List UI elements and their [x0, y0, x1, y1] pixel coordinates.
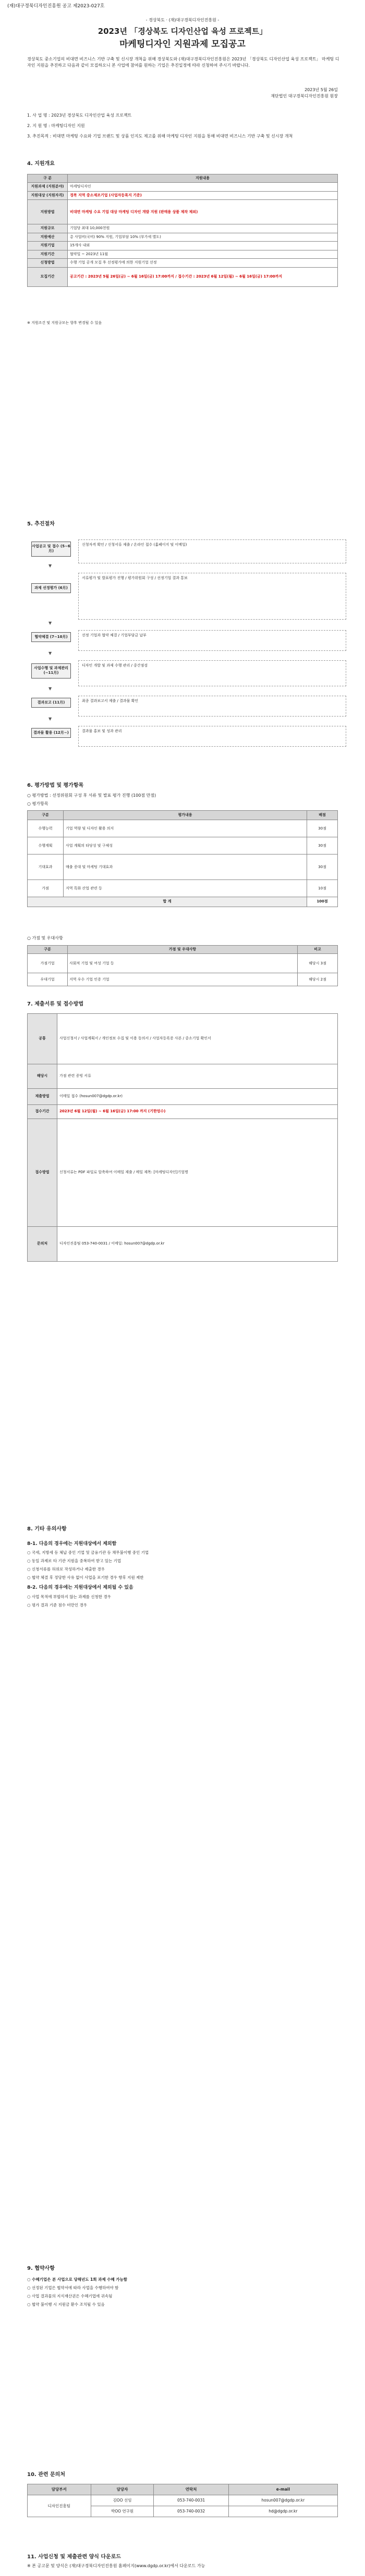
submission-label: 문의처 — [28, 1227, 57, 1262]
contact-header: 담당부서 — [28, 2484, 91, 2495]
table-row — [28, 1105, 338, 1119]
process-desc: 선정 기업과 협약 체결 / 기업부담금 납부 — [78, 630, 346, 651]
eval-cell: 기업 역량 및 디자인 활용 의지 — [64, 820, 307, 837]
eval-cell: 지역 특화 산업 관련 등 — [64, 880, 307, 897]
overview-label: 모집기간 — [28, 267, 68, 286]
overview-value: 비대면 마케팅 수요 기업 대상 마케팅 디자인 개발 지원 (판매용 상품 제작 제외) — [68, 200, 338, 224]
contact-cell: 김OO 선임 — [91, 2495, 154, 2506]
table-row — [28, 973, 338, 986]
overview-label: 지원기업 — [28, 242, 68, 250]
agreement-line: ○ 사업 결과물의 지식재산권은 수혜기업에 귀속됨 — [27, 2294, 113, 2298]
eval-total-label: 합 계 — [28, 897, 307, 907]
contact-email[interactable]: hd@dgdp.or.kr — [228, 2506, 337, 2517]
overview-value: 공고기간 : 2023년 5월 26일(금) ~ 6월 16일(금) 17:00까지 / 접수기간 : 2023년 6월 12일(월) ~ 6월 16일(금) 17:00까지 — [68, 267, 338, 286]
evaluation-items-label: ○ 평가항목 — [27, 801, 48, 806]
table-row — [28, 820, 338, 837]
process-desc: 디자인 개발 및 과제 수행 관리 / 중간점검 — [78, 660, 346, 686]
bonus-header: 구분 — [28, 946, 68, 954]
submission-label: 해당시 — [28, 1064, 57, 1089]
section-7-title: 7. 제출서류 및 접수방법 — [27, 1001, 84, 1007]
overview-value: 총 사업비(국비) 90% 지원, 기업부담 10% (부가세 별도) — [68, 233, 338, 241]
process-step: 결과보고 (11月) — [31, 698, 71, 708]
section-10-title: 10. 관련 문의처 — [27, 2472, 65, 2478]
bonus-cell: 사회적 기업 및 여성 기업 등 — [68, 954, 298, 973]
overview-table — [27, 174, 338, 287]
evaluation-table — [27, 810, 338, 907]
table-row — [28, 897, 338, 907]
bonus-cell: 지역 우수 기업 인증 기업 — [68, 973, 298, 986]
agreement-block — [27, 2277, 338, 2310]
announce-date: 2023년 5월 26일 — [305, 87, 338, 92]
eval-cell: 사업 계획의 타당성 및 구체성 — [64, 837, 307, 855]
download-note: ※ 본 공고문 및 양식은 (재)대구경북디자인진흥원 홈페이지(www.dgdp.or.kr)에서 다운로드 가능 — [27, 2564, 205, 2568]
contact-header: 담당자 — [91, 2484, 154, 2495]
evaluation-method: ○ 평가방법 : 선정위원회 구성 후 서류 및 발표 평가 진행 (100점 만점) — [27, 793, 156, 798]
submission-table — [27, 1013, 338, 1262]
contact-table — [27, 2484, 338, 2517]
bonus-header: 비고 — [298, 946, 338, 954]
section-8-title: 8. 기타 유의사항 — [27, 1526, 67, 1532]
notes-line: ○ 동일 과제로 타 기관 지원을 중복하여 받고 있는 기업 — [27, 1559, 121, 1564]
overview-note: ※ 지원조건 및 지원규모는 향후 변경될 수 있음 — [27, 321, 102, 325]
overview-value: 협약일 ~ 2023년 11월 — [68, 250, 338, 258]
section-2: 2. 지 원 명 : 마케팅디자인 지원 — [27, 123, 85, 128]
notes-line: ○ 협약 체결 후 정당한 사유 없이 사업을 포기한 경우 향후 지원 제한 — [27, 1575, 144, 1580]
contact-cell: 053-740-0032 — [154, 2506, 228, 2517]
eval-cell: 매출 증대 및 마케팅 기대효과 — [64, 855, 307, 880]
notes-block — [27, 1537, 338, 1611]
process-step: 결과물 활용 (12月~) — [31, 728, 71, 738]
overview-value: 경북 지역 중소제조기업 (사업자등록지 기준) — [68, 191, 338, 199]
contact-cell: 박OO 연구원 — [91, 2506, 154, 2517]
notes-line: ○ 평가 결과 기준 점수 미만인 경우 — [27, 1602, 88, 1607]
table-row — [28, 954, 338, 973]
bonus-title: ○ 가점 및 우대사항 — [27, 936, 63, 940]
bonus-table — [27, 945, 338, 986]
process-desc: 최종 결과보고서 제출 / 결과물 확인 — [78, 696, 346, 717]
process-step: 과제 선정평가 (6月) — [31, 583, 71, 593]
notes-line: ○ 국세, 지방세 등 체납 중인 기업 및 금융기관 등 채무불이행 중인 기업 — [27, 1550, 149, 1555]
table-row — [28, 1064, 338, 1089]
announcement-number: (재)대구경북디자인진흥원 공고 제2023-027호 — [7, 4, 105, 9]
bonus-cell: 가점기업 — [28, 954, 68, 973]
submission-value: 신청서류는 PDF 파일로 압축하여 이메일 제출 / 메일 제목: [마케팅디자인]기업명 — [57, 1119, 338, 1227]
overview-row — [28, 191, 338, 199]
process-step: 협약체결 (7~10月) — [31, 632, 71, 642]
overview-label: 지원대상 (지원자격) — [28, 191, 68, 199]
eval-header: 배점 — [307, 811, 338, 820]
overview-value: 15개사 내외 — [68, 242, 338, 250]
submission-label: 공통 — [28, 1014, 57, 1064]
contact-header: e-mail — [228, 2484, 337, 2495]
notes-line: 8-2. 다음의 경우에는 지원대상에서 제외될 수 있음 — [27, 1585, 133, 1591]
agreement-line: ○ 협약 불이행 시 지원금 환수 조치될 수 있음 — [27, 2302, 105, 2307]
overview-label: 지원규모 — [28, 224, 68, 233]
section-4-title: 4. 지원개요 — [27, 161, 55, 167]
submission-value: 이메일 접수 (hosun007@dgdp.or.kr) — [57, 1089, 338, 1105]
overview-row — [28, 259, 338, 267]
overview-row — [28, 242, 338, 250]
table-row — [28, 1014, 338, 1064]
notes-line: ○ 사업 목적에 부합하지 않는 과제를 신청한 경우 — [27, 1594, 111, 1599]
overview-row — [28, 250, 338, 258]
table-row — [28, 1119, 338, 1227]
down-arrow-icon: ▼ — [48, 717, 52, 721]
contact-cell: 053-740-0031 — [154, 2495, 228, 2506]
table-row — [28, 880, 338, 897]
process-desc: 결과물 홍보 및 성과 관리 — [78, 726, 346, 747]
section-6-title: 6. 평가방법 및 평가항목 — [27, 783, 84, 788]
section-9-title: 9. 협약사항 — [27, 2266, 55, 2271]
contact-header: 연락처 — [154, 2484, 228, 2495]
eval-header: 구분 — [28, 811, 64, 820]
bonus-header: 가점 및 우대사항 — [68, 946, 298, 954]
overview-label: 지원기간 — [28, 250, 68, 258]
eval-cell: 기대효과 — [28, 855, 64, 880]
overview-head-right: 지원내용 — [68, 174, 338, 183]
section-3: 3. 추진목적 : 비대면 마케팅 수요와 기업 브랜드 및 상품 인지도 제고를 위해 마케팅 디자인 지원을 통해 비대면 비즈니스 기반 구축 및 신시장 개척 — [27, 134, 293, 139]
table-row — [28, 2495, 338, 2506]
submission-value: 디자인진흥팀 053-740-0031 / 이메일: hosun007@dgdp.or.kr — [57, 1227, 338, 1262]
overview-row — [28, 233, 338, 241]
submission-label: 접수방법 — [28, 1119, 57, 1227]
announcer-org: 재단법인 대구경북디자인진흥원 원장 — [271, 94, 338, 98]
overview-value: 마케팅디자인 — [68, 183, 338, 191]
section-1: 1. 사 업 명 : 2023년 경상북도 디자인산업 육성 프로젝트 — [27, 113, 132, 118]
title-line-2: 마케팅디자인 지원과제 모집공고 — [119, 39, 246, 49]
section-5-title: 5. 추진절차 — [27, 521, 55, 527]
overview-label: 신청방법 — [28, 259, 68, 267]
notes-line: 8-1. 다음의 경우에는 지원대상에서 제외함 — [27, 1541, 117, 1547]
eval-header: 평가내용 — [64, 811, 307, 820]
overview-row — [28, 267, 338, 286]
eval-cell: 30점 — [307, 855, 338, 880]
section-11-title: 11. 사업신청 및 제출관련 양식 다운로드 — [27, 2554, 121, 2560]
overview-row — [28, 183, 338, 191]
overview-row — [28, 200, 338, 224]
contact-email[interactable]: hosun007@dgdp.or.kr — [228, 2495, 337, 2506]
down-arrow-icon: ▼ — [48, 686, 52, 691]
process-desc: 서류평가 및 발표평가 진행 / 평가위원회 구성 / 선정기업 결과 통보 — [78, 573, 346, 620]
bonus-cell: 우대기업 — [28, 973, 68, 986]
agreement-line: ○ 수혜기업은 본 사업으로 당해년도 1회 과제 수혜 가능함 — [27, 2277, 128, 2282]
overview-row — [28, 224, 338, 233]
submission-value: 가점 관련 증빙 서류 — [57, 1064, 338, 1089]
eval-cell: 수행능력 — [28, 820, 64, 837]
process-step: 사업수행 및 과제관리 (~11月) — [31, 663, 71, 678]
process-step: 사업공고 및 접수 (5~6月) — [31, 542, 71, 557]
title-line-1: 2023년 「경상북도 디자인산업 육성 프로젝트」 — [98, 27, 267, 36]
overview-value: 수행 기업 공개 모집 후 선정평가에 의한 지원기업 선정 — [68, 259, 338, 267]
down-arrow-icon: ▼ — [48, 563, 52, 568]
intro-paragraph: 경상북도 중소기업의 비대면 비즈니스 기반 구축 및 신시장 개척을 위해 경상북도와 (재)대구경북디자인진흥원은 2023년 「경상북도 디자인산업 육성 프로젝트」 마케팅 디자인 지원을 추진하고 다음과 같이 모집하오니 본 사업에 참여를 원하는 기업은 추진일정에 따라 신청하여 주시기 바랍니다. — [27, 57, 339, 68]
overview-head-left: 구 분 — [28, 174, 68, 183]
overview-label: 지원과제 (지원분야) — [28, 183, 68, 191]
table-row — [28, 1227, 338, 1262]
submission-value: 2023년 6월 12일(월) ~ 6월 16일(금) 17:00 까지 (기한엄수) — [57, 1105, 338, 1119]
eval-cell: 30점 — [307, 820, 338, 837]
submission-label: 제출방법 — [28, 1089, 57, 1105]
table-row — [28, 837, 338, 855]
overview-label: 지원방법 — [28, 200, 68, 224]
eval-total: 100점 — [307, 897, 338, 907]
eval-cell: 수행계획 — [28, 837, 64, 855]
overview-label: 지원예산 — [28, 233, 68, 241]
eval-cell: 10점 — [307, 880, 338, 897]
table-row — [28, 1089, 338, 1105]
sub-title: - 경상북도 · (재)대구경북디자인진흥원 - — [145, 18, 220, 22]
bonus-cell: 해당시 2점 — [298, 973, 338, 986]
table-row — [28, 855, 338, 880]
down-arrow-icon: ▼ — [48, 651, 52, 656]
eval-cell: 가점 — [28, 880, 64, 897]
contact-cell: 디자인진흥팀 — [28, 2495, 91, 2517]
eval-cell: 30점 — [307, 837, 338, 855]
down-arrow-icon: ▼ — [48, 621, 52, 625]
overview-value: 기업당 최대 10,000천원 — [68, 224, 338, 233]
bonus-cell: 해당시 3점 — [298, 954, 338, 973]
submission-label: 접수기간 — [28, 1105, 57, 1119]
process-desc: 신청자격 확인 / 신청서류 제출 / 온라인 접수 (홈페이지 및 이메일) — [78, 539, 346, 563]
agreement-line: ○ 선정된 기업은 협약서에 따라 사업을 수행하여야 함 — [27, 2285, 119, 2290]
notes-line: ○ 신청서류를 허위로 작성하거나 제출한 경우 — [27, 1567, 105, 1572]
submission-value: 사업신청서 / 사업계획서 / 개인정보 수집 및 이용 동의서 / 사업자등록증 사본 / 중소기업 확인서 — [57, 1014, 338, 1064]
